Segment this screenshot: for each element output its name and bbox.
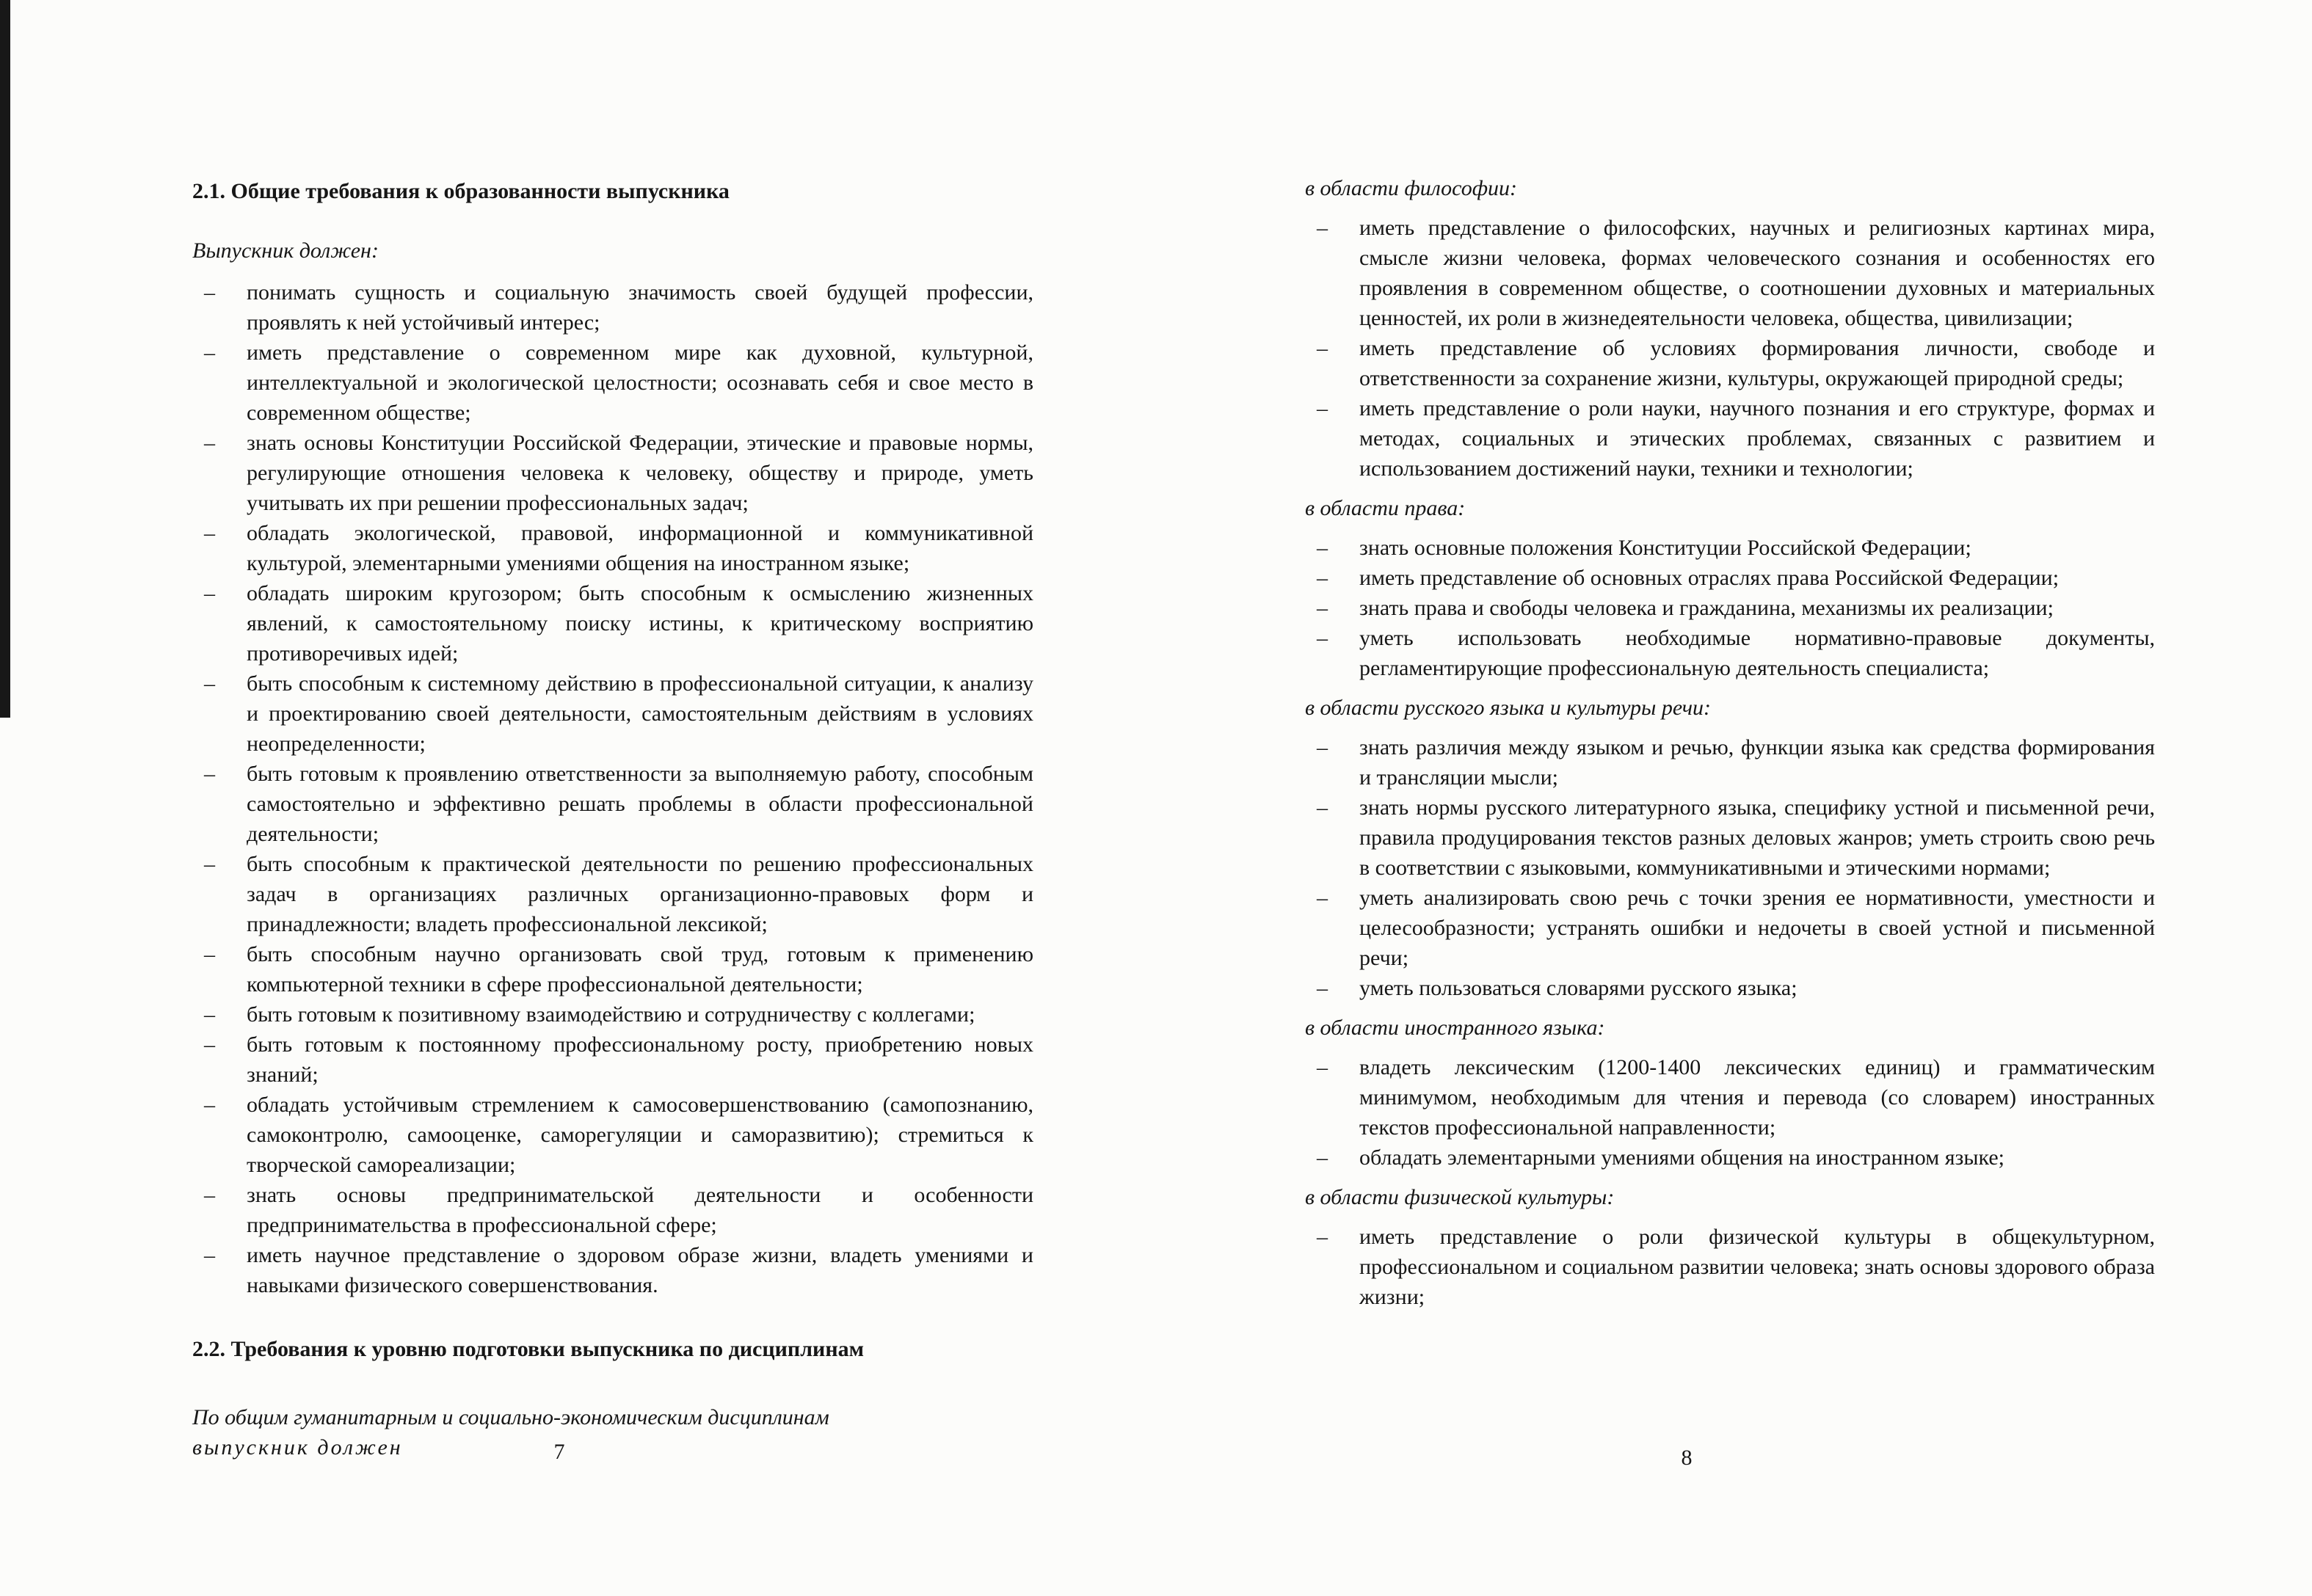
item-text: уметь пользоваться словарями русского языка; <box>1359 976 1797 1000</box>
item-text: обладать элементарными умениями общения на иностранном языке; <box>1359 1145 2004 1170</box>
dash-marker: – <box>1317 886 1328 910</box>
item-text: иметь представление об условиях формирования личности, свободе и ответственности за сохранение жизни, культуры, окружающей природной среды; <box>1359 336 2155 390</box>
list-item <box>1305 883 2155 973</box>
footer-line-2: выпускник должен <box>192 1435 403 1460</box>
dash-marker: – <box>204 852 215 876</box>
page-number-right: 8 <box>1681 1446 1693 1470</box>
right-page-column <box>1305 173 2155 1312</box>
list-item <box>1305 563 2155 593</box>
item-text: знать права и свободы человека и гражданина, механизмы их реализации; <box>1359 596 2054 620</box>
list-item <box>192 668 1033 759</box>
dash-marker: – <box>204 521 215 545</box>
intro-line: Выпускник должен: <box>192 238 379 263</box>
dash-marker: – <box>204 581 215 605</box>
list-item <box>192 1240 1033 1300</box>
item-text: иметь представление об основных отраслях права Российской Федерации; <box>1359 566 2060 590</box>
list-item <box>1305 623 2155 683</box>
item-text: иметь представление о роли физической культуры в общекультурном, профессиональном и социальном развитии человека; знать основы здорового образа жизни; <box>1359 1225 2155 1309</box>
item-text: обладать устойчивым стремлением к самосовершенствованию (самопознанию, самоконтролю, самооценке, саморегуляции и саморазвитию); стремиться к творческой самореализации; <box>247 1093 1033 1177</box>
item-text: знать основы предпринимательской деятельности и особенности предпринимательства в профессиональной сфере; <box>247 1183 1033 1237</box>
item-text: уметь использовать необходимые нормативно-правовые документы, регламентирующие профессиональную деятельность специалиста; <box>1359 626 2155 680</box>
item-text: понимать сущность и социальную значимость своей будущей профессии, проявлять к ней устойчивый интерес; <box>247 280 1033 335</box>
dash-marker: – <box>1317 1225 1328 1249</box>
list-item <box>192 578 1033 668</box>
list-item <box>1305 1222 2155 1312</box>
section-title: в области русского языка и культуры речи: <box>1305 696 1712 720</box>
section-2-2-heading: 2.2. Требования к уровню подготовки выпускника по дисциплинам <box>192 1337 865 1361</box>
item-text: уметь анализировать свою речь с точки зрения ее нормативности, уместности и целесообразности; устранять ошибки и недочеты в своей устной и письменной речи; <box>1359 886 2155 970</box>
list-item <box>192 428 1033 518</box>
dash-marker: – <box>1317 596 1328 620</box>
item-text: быть способным к системному действию в профессиональной ситуации, к анализу и проектированию своей деятельности, самостоятельным действиям в условиях неопределенности; <box>247 671 1033 756</box>
requirements-list <box>192 277 1033 1300</box>
dash-marker: – <box>1317 566 1328 590</box>
dash-marker: – <box>1317 216 1328 240</box>
dash-marker: – <box>204 431 215 455</box>
item-text: иметь представление о философских, научных и религиозных картинах мира, смысле жизни человека, формах человеческого сознания и особенностях его проявления в современном обществе, о соотношении духовных и материальных ценностей, их роли в жизнедеятельности человека, общества, цивилизации; <box>1359 216 2155 330</box>
dash-marker: – <box>1317 1145 1328 1170</box>
dash-marker: – <box>1317 536 1328 560</box>
item-text: обладать экологической, правовой, информационной и коммуникативной культурой, элементарными умениями общения на иностранном языке; <box>247 521 1033 575</box>
section-title: в области философии: <box>1305 176 1517 200</box>
list-item <box>1305 792 2155 883</box>
item-text: быть способным научно организовать свой труд, готовым к применению компьютерной техники в сфере профессиональной деятельности; <box>247 942 1033 996</box>
dash-marker: – <box>1317 976 1328 1000</box>
dash-marker: – <box>204 1093 215 1117</box>
dash-marker: – <box>204 280 215 305</box>
dash-marker: – <box>1317 1055 1328 1079</box>
page-number-left: 7 <box>553 1440 565 1464</box>
list-item <box>1305 1052 2155 1143</box>
item-text: знать нормы русского литературного языка, специфику устной и письменной речи, правила продуцирования текстов разных деловых жанров; уметь строить свою речь в соответствии с языковыми, коммуникативными и этическими нормами; <box>1359 795 2155 880</box>
item-text: иметь представление о современном мире как духовной, культурной, интеллектуальной и экологической целостности; осознавать себя и свое место в современном обществе; <box>247 340 1033 425</box>
item-text: знать основы Конституции Российской Федерации, этические и правовые нормы, регулирующие отношения человека к человеку, обществу и природе, уметь учитывать их при решении профессиональных задач; <box>247 431 1033 515</box>
list-item <box>192 277 1033 338</box>
dash-marker: – <box>1317 396 1328 420</box>
section-title: в области физической культуры: <box>1305 1185 1615 1209</box>
dash-marker: – <box>204 671 215 696</box>
dash-marker: – <box>204 1002 215 1027</box>
list-item <box>192 518 1033 578</box>
left-page-column <box>192 176 1033 1462</box>
list-item <box>1305 213 2155 333</box>
list-item <box>192 1030 1033 1090</box>
dash-marker: – <box>204 1032 215 1057</box>
dash-marker: – <box>1317 795 1328 820</box>
list-item <box>1305 1143 2155 1173</box>
dash-marker: – <box>204 762 215 786</box>
dash-marker: – <box>1317 336 1328 360</box>
footer-line-1: По общим гуманитарным и социально-экономическим дисциплинам <box>192 1405 829 1429</box>
item-text: иметь научное представление о здоровом образе жизни, владеть умениями и навыками физического совершенствования. <box>247 1243 1033 1297</box>
item-text: быть готовым к постоянному профессиональному росту, приобретению новых знаний; <box>247 1032 1033 1087</box>
list-item <box>192 849 1033 939</box>
dash-marker: – <box>204 942 215 966</box>
list-item <box>192 759 1033 849</box>
list-item <box>1305 533 2155 563</box>
section-title: в области права: <box>1305 496 1466 520</box>
list-item <box>192 939 1033 999</box>
list-item <box>1305 732 2155 792</box>
item-text: иметь представление о роли науки, научного познания и его структуре, формах и методах, социальных и этических проблемах, связанных с развитием и использованием достижений науки, техники и технологии; <box>1359 396 2155 481</box>
list-item <box>192 338 1033 428</box>
list-item <box>192 999 1033 1030</box>
list-item <box>1305 333 2155 393</box>
dash-marker: – <box>1317 735 1328 759</box>
item-text: обладать широким кругозором; быть способным к осмыслению жизненных явлений, к самостоятельному поиску истины, к критическому восприятию противоречивых идей; <box>247 581 1033 666</box>
dash-marker: – <box>1317 626 1328 650</box>
item-text: быть готовым к позитивному взаимодействию и сотрудничеству с коллегами; <box>247 1002 975 1027</box>
dash-marker: – <box>204 1183 215 1207</box>
item-text: владеть лексическим (1200-1400 лексических единиц) и грамматическим минимумом, необходимым для чтения и перевода (со словарем) иностранных текстов профессиональной направленности; <box>1359 1055 2155 1140</box>
dash-marker: – <box>204 1243 215 1267</box>
item-text: быть готовым к проявлению ответственности за выполняемую работу, способным самостоятельно и эффективно решать проблемы в области профессиональной деятельности; <box>247 762 1033 846</box>
section-2-1-heading: 2.1. Общие требования к образованности выпускника <box>192 179 730 203</box>
scan-edge-artifact <box>0 0 10 718</box>
section-title: в области иностранного языка: <box>1305 1016 1605 1040</box>
dash-marker: – <box>204 340 215 365</box>
list-item <box>1305 593 2155 623</box>
item-text: знать основные положения Конституции Российской Федерации; <box>1359 536 1971 560</box>
item-text: знать различия между языком и речью, функции языка как средства формирования и трансляции мысли; <box>1359 735 2155 790</box>
item-text: быть способным к практической деятельности по решению профессиональных задач в организациях различных организационно-правовых форм и принадлежности; владеть профессиональной лексикой; <box>247 852 1033 936</box>
list-item <box>192 1090 1033 1180</box>
list-item <box>1305 393 2155 484</box>
list-item <box>1305 973 2155 1003</box>
list-item <box>192 1180 1033 1240</box>
